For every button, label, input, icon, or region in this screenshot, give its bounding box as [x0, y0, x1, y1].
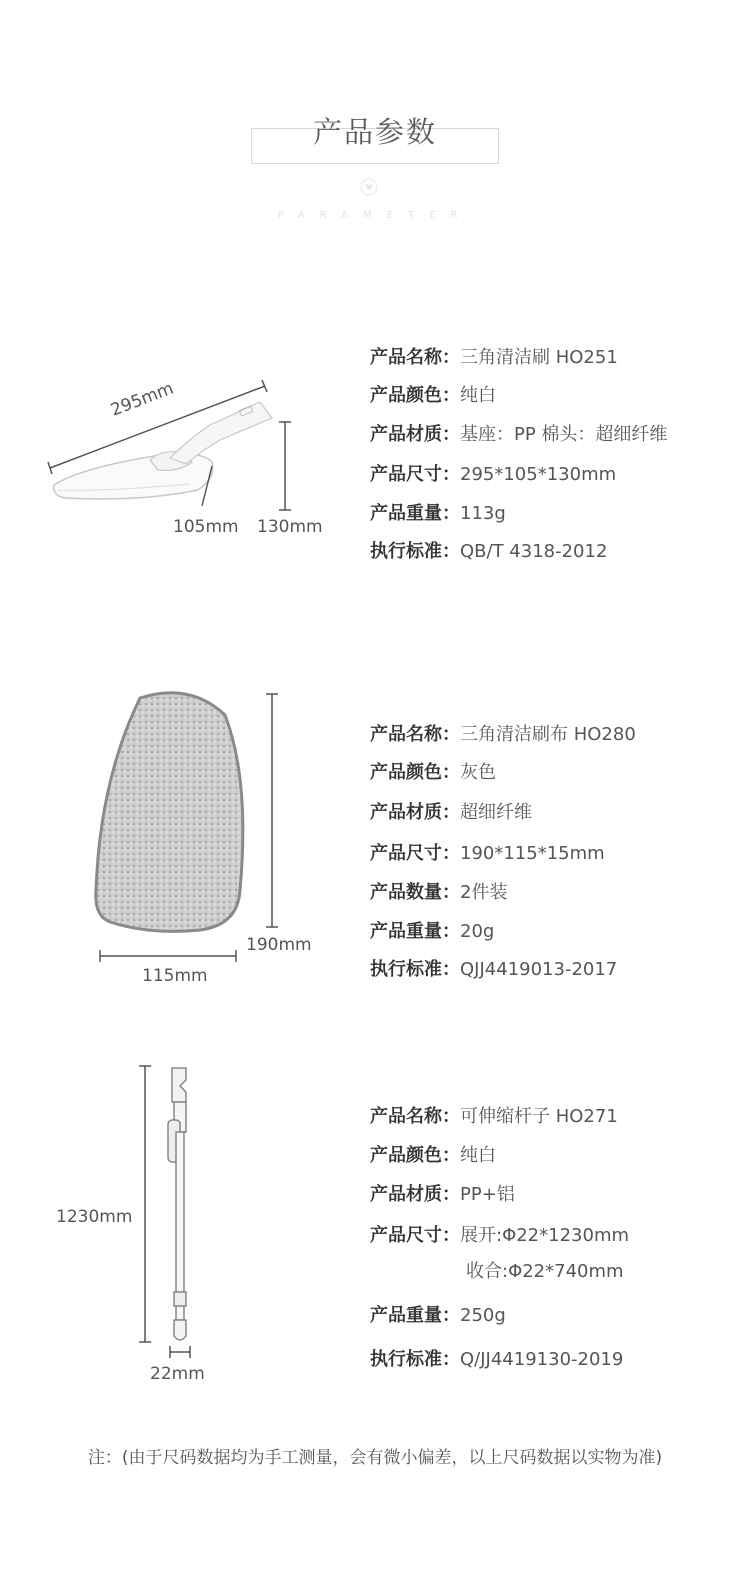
spec-value: 基座：PP 棉头：超细纤维: [460, 424, 668, 445]
spec-value: 2件装: [460, 882, 508, 903]
spec-row: [370, 1221, 629, 1247]
spec-row: [370, 381, 496, 407]
spec-label: 产品材质：: [370, 1184, 460, 1205]
spec-label: 产品尺寸：: [370, 843, 460, 864]
spec-row: [370, 420, 667, 446]
spec-row: [370, 839, 605, 865]
spec-value: 收合:Φ22*740mm: [466, 1261, 624, 1282]
spec-label: 产品数量：: [370, 882, 460, 903]
length-dimension-label: 295mm: [108, 378, 177, 421]
height-dimension-label: 190mm: [246, 935, 312, 955]
spec-row: [370, 758, 496, 784]
spec-value: QJJ4419013-2017: [460, 959, 618, 980]
spec-label: 产品重量：: [370, 921, 460, 942]
spec-row: [370, 1301, 506, 1327]
spec-value: 纯白: [460, 1145, 496, 1166]
spec-value: 灰色: [460, 762, 496, 783]
spec-row: [370, 917, 494, 943]
spec-value: 250g: [460, 1305, 506, 1326]
spec-value: 纯白: [460, 385, 496, 406]
spec-value: Q/JJ4419130-2019: [460, 1349, 624, 1370]
spec-row: [466, 1257, 624, 1283]
telescopic-pole-illustration: [130, 1060, 210, 1370]
heart-emblem-icon: [360, 178, 378, 196]
spec-label: 产品重量：: [370, 503, 460, 524]
measurement-note: 注：(由于尺码数据均为手工测量，会有微小偏差，以上尺码数据以实物为准): [87, 1448, 663, 1468]
spec-label: 执行标准：: [370, 959, 460, 980]
page-title: 产品参数: [312, 115, 437, 149]
width-dimension-label: 115mm: [142, 966, 208, 986]
spec-value: 295*105*130mm: [460, 464, 617, 485]
spec-row: [370, 1345, 623, 1371]
spec-label: 产品名称：: [370, 1106, 460, 1127]
spec-value: PP+铝: [460, 1184, 515, 1205]
spec-label: 产品材质：: [370, 424, 460, 445]
spec-label: 产品尺寸：: [370, 1225, 460, 1246]
spec-row: [370, 343, 618, 369]
width-dimension-label: 105mm: [173, 517, 239, 537]
spec-row: [370, 1102, 618, 1128]
height-dimension-label: 130mm: [257, 517, 323, 537]
spec-value: 展开:Φ22*1230mm: [460, 1225, 630, 1246]
spec-label: 产品颜色：: [370, 1145, 460, 1166]
spec-label: 产品重量：: [370, 1305, 460, 1326]
spec-value: 三角清洁刷 HO251: [460, 347, 618, 368]
diameter-dimension-label: 22mm: [150, 1364, 205, 1384]
spec-row: [370, 878, 507, 904]
spec-value: 可伸缩杆子 HO271: [460, 1106, 618, 1127]
spec-value: QB/T 4318-2012: [460, 541, 608, 562]
spec-label: 产品颜色：: [370, 762, 460, 783]
page-subtitle: PARAMETER: [277, 210, 473, 221]
spec-label: 执行标准：: [370, 541, 460, 562]
cleaning-pad-illustration: [90, 690, 290, 970]
spec-value: 超细纤维: [460, 802, 532, 823]
spec-row: [370, 720, 636, 746]
spec-value: 三角清洁刷布 HO280: [460, 724, 636, 745]
spec-row: [370, 1141, 496, 1167]
spec-label: 产品名称：: [370, 724, 460, 745]
spec-row: [370, 537, 607, 563]
spec-label: 产品名称：: [370, 347, 460, 368]
spec-value: 113g: [460, 503, 506, 524]
spec-label: 执行标准：: [370, 1349, 460, 1370]
length-dimension-label: 1230mm: [56, 1207, 133, 1227]
triangle-brush-illustration: [40, 380, 340, 530]
spec-label: 产品尺寸：: [370, 464, 460, 485]
spec-row: [370, 798, 532, 824]
spec-row: [370, 955, 617, 981]
spec-label: 产品材质：: [370, 802, 460, 823]
spec-label: 产品颜色：: [370, 385, 460, 406]
spec-row: [370, 499, 506, 525]
spec-value: 20g: [460, 921, 495, 942]
spec-row: [370, 1180, 515, 1206]
spec-value: 190*115*15mm: [460, 843, 605, 864]
spec-row: [370, 460, 616, 486]
